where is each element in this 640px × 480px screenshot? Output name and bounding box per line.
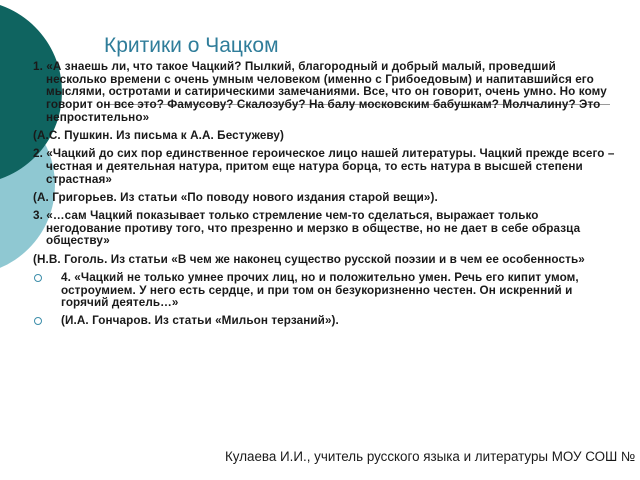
quote-paragraph-3: 3. «…сам Чацкий показывает только стремление чем-то сделаться, выражает только негодование противу того, что презренно и мерзко в обществе, но не дает в себе образца обществу» xyxy=(33,209,581,248)
quote-paragraph-4: 4. «Чацкий не только умнее прочих лиц, но и положительно умен. Речь его кипит умом, остроумием. У него есть сердце, и при том он безукоризненно честен. Он искренний и горячий деятель…» xyxy=(61,270,579,310)
circle-bullet-icon xyxy=(34,274,42,282)
quote-source-2: (А. Григорьев. Из статьи «По поводу нового издания старой вещи»). xyxy=(33,190,438,204)
quote-paragraph-1: 1. «А знаешь ли, что такое Чацкий? Пылкий, благородный и добрый малый, проведший несколько времени с очень умным человеком (именно с Грибоедовым) и напитавшийся его мыслями, остротами и сатирическими замечаниями. Все, что он говорит, очень умно. Но кому говорит он все это? Фамусову? Скалозубу? На балу московским бабушкам? Молчалину? Это непростительно» xyxy=(33,60,607,124)
bullet-item-source-4 xyxy=(33,315,615,328)
quote-source-3: (Н.В. Гоголь. Из статьи «В чем же наконец существо русской поэзии и в чем ее особенность» xyxy=(33,252,585,266)
author-footer: Кулаева И.И., учитель русского языка и литературы МОУ СОШ № xyxy=(225,449,636,464)
slide-title: Критики о Чацком xyxy=(104,34,279,57)
circle-bullet-icon xyxy=(34,317,42,325)
quote-source-4: (И.А. Гончаров. Из статьи «Мильон терзаний»). xyxy=(61,314,339,328)
bullet-item-quote-4 xyxy=(33,272,615,310)
quote-paragraph-2: 2. «Чацкий до сих пор единственное героическое лицо нашей литературы. Чацкий прежде всего – честная и деятельная натура, притом еще натура борца, то есть натура в высшей степени страстная» xyxy=(33,147,615,186)
slide-content xyxy=(33,61,615,334)
quote-source-1: (А.С. Пушкин. Из письма к А.А. Бестужеву) xyxy=(33,129,285,143)
